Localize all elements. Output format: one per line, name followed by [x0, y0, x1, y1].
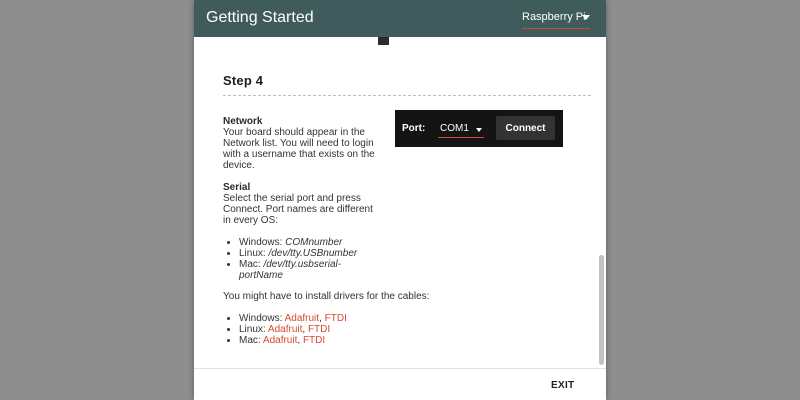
list-item: • Mac: Adafruit, FTDI: [239, 335, 503, 346]
network-title: Network: [223, 116, 263, 127]
list-item: • Linux: /dev/tty.USBnumber: [239, 248, 383, 259]
port-select[interactable]: [438, 121, 484, 138]
previous-step-image: [378, 37, 389, 45]
dialog-header: [194, 0, 606, 37]
step-divider: [223, 95, 591, 96]
connection-instructions: [223, 116, 383, 281]
ftdi-link-mac[interactable]: FTDI: [302, 335, 326, 346]
list-item: • Mac: /dev/tty.usbserial-portName: [239, 259, 383, 281]
drivers-list: [239, 313, 503, 346]
list-item: • Windows: COMnumber: [239, 237, 383, 248]
serial-title: Serial: [223, 182, 251, 193]
adafruit-link-windows[interactable]: Adafruit: [284, 313, 320, 324]
board-select-value: Raspberry Pi: [522, 11, 586, 23]
dialog-title: Getting Started: [206, 9, 314, 26]
adafruit-link-linux[interactable]: Adafruit: [267, 324, 303, 335]
chevron-down-icon: [476, 128, 482, 132]
connect-button[interactable]: Connect: [496, 116, 555, 140]
board-select[interactable]: [522, 10, 590, 29]
getting-started-dialog: [194, 0, 606, 400]
footer-divider: [194, 368, 606, 369]
chevron-down-icon: [582, 15, 590, 20]
adafruit-link-mac[interactable]: Adafruit: [262, 335, 298, 346]
port-names-list: [239, 237, 383, 281]
drivers-text: You might have to install drivers for the cables:: [223, 291, 430, 302]
drivers-section: [223, 291, 503, 346]
port-panel: [395, 110, 563, 147]
scrollbar-thumb[interactable]: [599, 255, 604, 365]
port-label: Port:: [402, 123, 426, 134]
ftdi-link-linux[interactable]: FTDI: [307, 324, 331, 335]
serial-text: Select the serial port and press Connect. Port names are different in every OS:: [223, 193, 373, 226]
list-item: • Linux: Adafruit, FTDI: [239, 324, 503, 335]
list-item: • Windows: Adafruit, FTDI: [239, 313, 503, 324]
port-select-value: COM1: [440, 123, 469, 134]
network-text: Your board should appear in the Network list. You will need to login with a username that exists on the device.: [223, 127, 375, 171]
ftdi-link-windows[interactable]: FTDI: [324, 313, 347, 324]
step-title: Step 4: [223, 73, 264, 88]
exit-button[interactable]: EXIT: [551, 380, 575, 391]
dialog-content[interactable]: [194, 37, 606, 368]
